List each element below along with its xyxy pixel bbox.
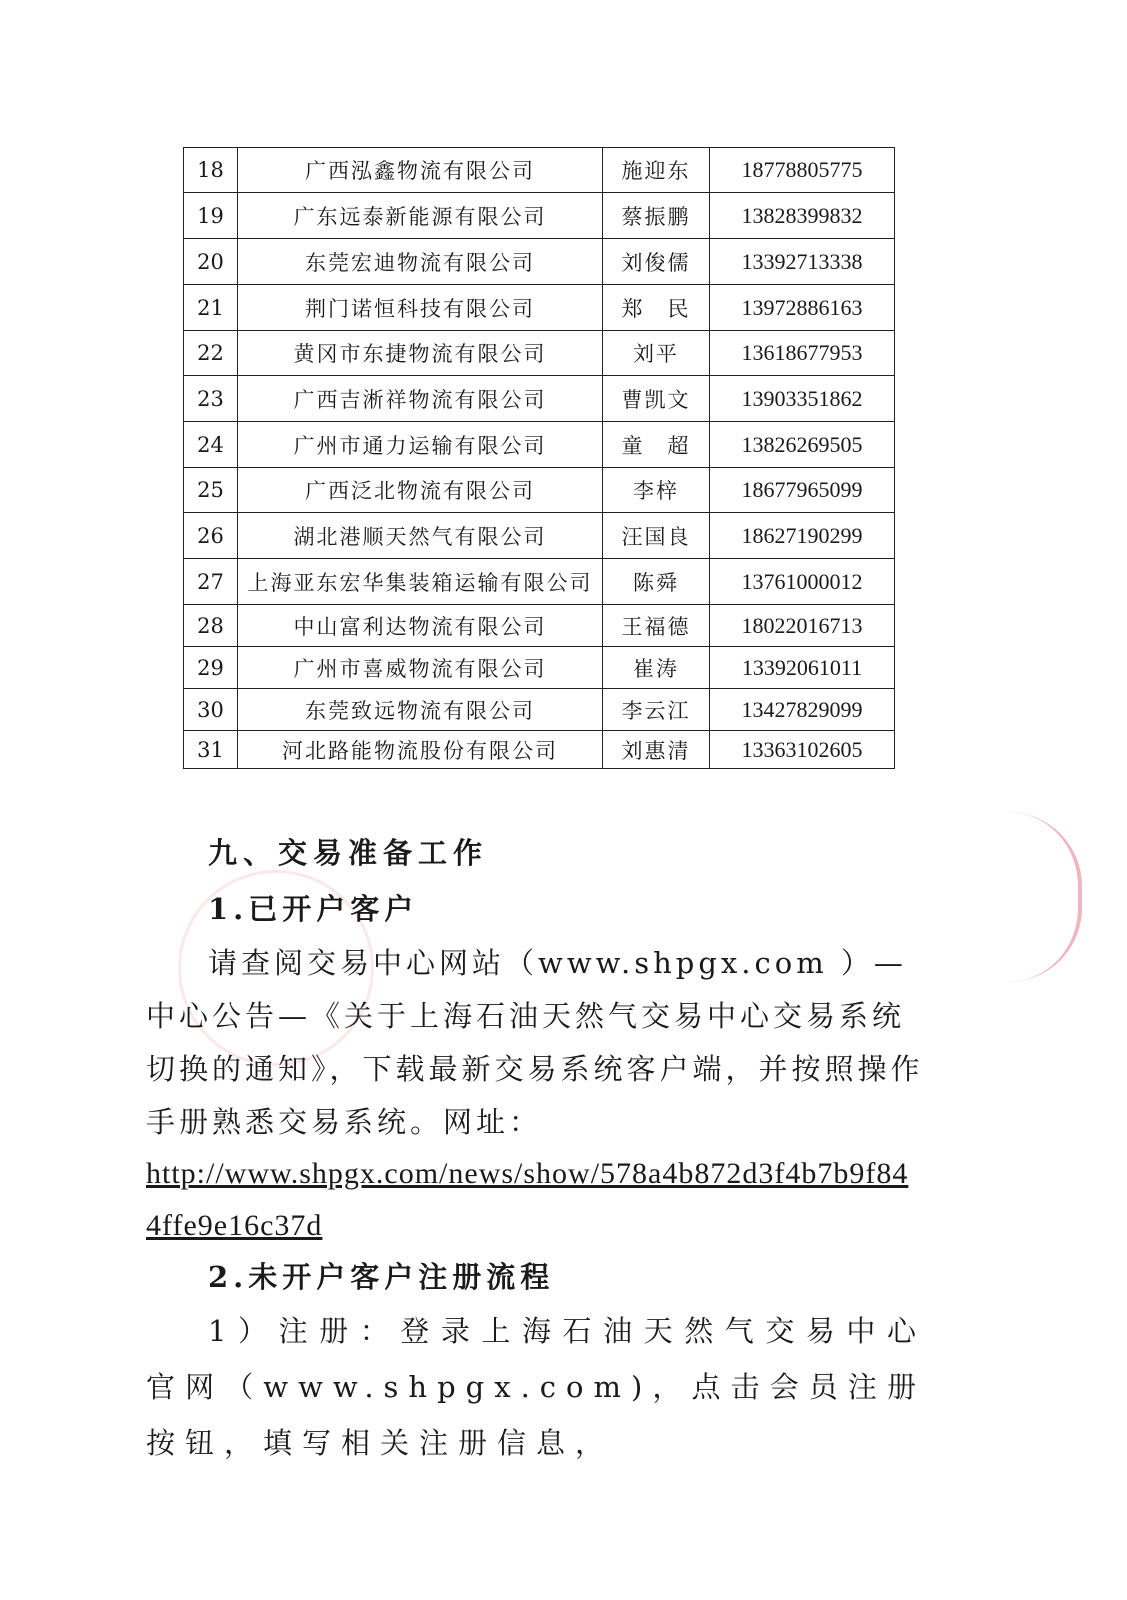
row-number: 26	[184, 513, 238, 559]
company-name: 黄冈市东捷物流有限公司	[238, 331, 603, 376]
phone-number: 18677965099	[710, 468, 895, 513]
phone-number: 13903351862	[710, 376, 895, 422]
table-row	[184, 605, 895, 647]
table-row	[184, 647, 895, 689]
contact-person: 汪国良	[603, 513, 710, 559]
company-name: 广州市通力运输有限公司	[238, 422, 603, 468]
table-row	[184, 731, 895, 769]
phone-number: 13761000012	[710, 559, 895, 605]
row-number: 25	[184, 468, 238, 513]
red-seal-stamp	[1008, 812, 1082, 982]
section-heading: 九、交易准备工作	[208, 836, 489, 870]
phone-number: 13618677953	[710, 331, 895, 376]
paragraph-registration: 1）注册：登录上海石油天然气交易中心官网（www.shpgx.com)，点击会员注册按钮，填写相关注册信息，	[146, 1314, 926, 1460]
contact-person: 王福德	[603, 605, 710, 647]
phone-number: 13828399832	[710, 193, 895, 239]
contact-person: 李云江	[603, 689, 710, 731]
row-number: 23	[184, 376, 238, 422]
row-number: 21	[184, 285, 238, 331]
contact-person: 刘俊儒	[603, 239, 710, 285]
company-contact-table	[183, 147, 895, 769]
table-row	[184, 468, 895, 513]
phone-number: 13427829099	[710, 689, 895, 731]
contact-person: 李梓	[603, 468, 710, 513]
table-row	[184, 285, 895, 331]
table-row	[184, 331, 895, 376]
table-row	[184, 376, 895, 422]
contact-person: 刘惠清	[603, 731, 710, 769]
table-row	[184, 193, 895, 239]
company-name: 广西泓鑫物流有限公司	[238, 148, 603, 193]
row-number: 31	[184, 731, 238, 769]
contact-person: 曹凯文	[603, 376, 710, 422]
company-name: 东莞致远物流有限公司	[238, 689, 603, 731]
company-name: 东莞宏迪物流有限公司	[238, 239, 603, 285]
phone-number: 13392061011	[710, 647, 895, 689]
contact-person: 刘平	[603, 331, 710, 376]
subsection-heading-existing-clients: 1.已开户客户	[208, 892, 419, 926]
phone-number: 18022016713	[710, 605, 895, 647]
row-number: 22	[184, 331, 238, 376]
phone-number: 18778805775	[710, 148, 895, 193]
table-row	[184, 689, 895, 731]
contact-person: 郑 民	[603, 285, 710, 331]
table-row	[184, 148, 895, 193]
phone-number: 13972886163	[710, 285, 895, 331]
table-row	[184, 422, 895, 468]
table-row	[184, 239, 895, 285]
row-number: 29	[184, 647, 238, 689]
table-row	[184, 513, 895, 559]
row-number: 20	[184, 239, 238, 285]
company-name: 广西吉淅祥物流有限公司	[238, 376, 603, 422]
row-number: 27	[184, 559, 238, 605]
paragraph-existing-clients: 请查阅交易中心网站（www.shpgx.com ）—中心公告—《关于上海石油天然气交易中心交易系统切换的通知》，下载最新交易系统客户端，并按照操作手册熟悉交易系统。网址：	[146, 946, 924, 1139]
contact-person: 蔡振鹏	[603, 193, 710, 239]
contact-person: 童 超	[603, 422, 710, 468]
company-name: 湖北港顺天然气有限公司	[238, 513, 603, 559]
company-name: 河北路能物流股份有限公司	[238, 731, 603, 769]
phone-number: 18627190299	[710, 513, 895, 559]
company-name: 广州市喜威物流有限公司	[238, 647, 603, 689]
row-number: 28	[184, 605, 238, 647]
notice-link[interactable]: http://www.shpgx.com/news/show/578a4b872d3f4b7b9f844ffe9e16c37d	[146, 1157, 909, 1242]
company-name: 中山富利达物流有限公司	[238, 605, 603, 647]
phone-number: 13363102605	[710, 731, 895, 769]
table-row	[184, 559, 895, 605]
phone-number: 13826269505	[710, 422, 895, 468]
company-name: 广东远泰新能源有限公司	[238, 193, 603, 239]
company-name: 上海亚东宏华集装箱运输有限公司	[238, 559, 603, 605]
company-name: 广西泛北物流有限公司	[238, 468, 603, 513]
contact-person: 崔涛	[603, 647, 710, 689]
contact-person: 施迎东	[603, 148, 710, 193]
row-number: 30	[184, 689, 238, 731]
row-number: 24	[184, 422, 238, 468]
subsection-heading-new-clients: 2.未开户客户注册流程	[208, 1260, 555, 1294]
row-number: 19	[184, 193, 238, 239]
company-name: 荆门诺恒科技有限公司	[238, 285, 603, 331]
phone-number: 13392713338	[710, 239, 895, 285]
contact-person: 陈舜	[603, 559, 710, 605]
row-number: 18	[184, 148, 238, 193]
